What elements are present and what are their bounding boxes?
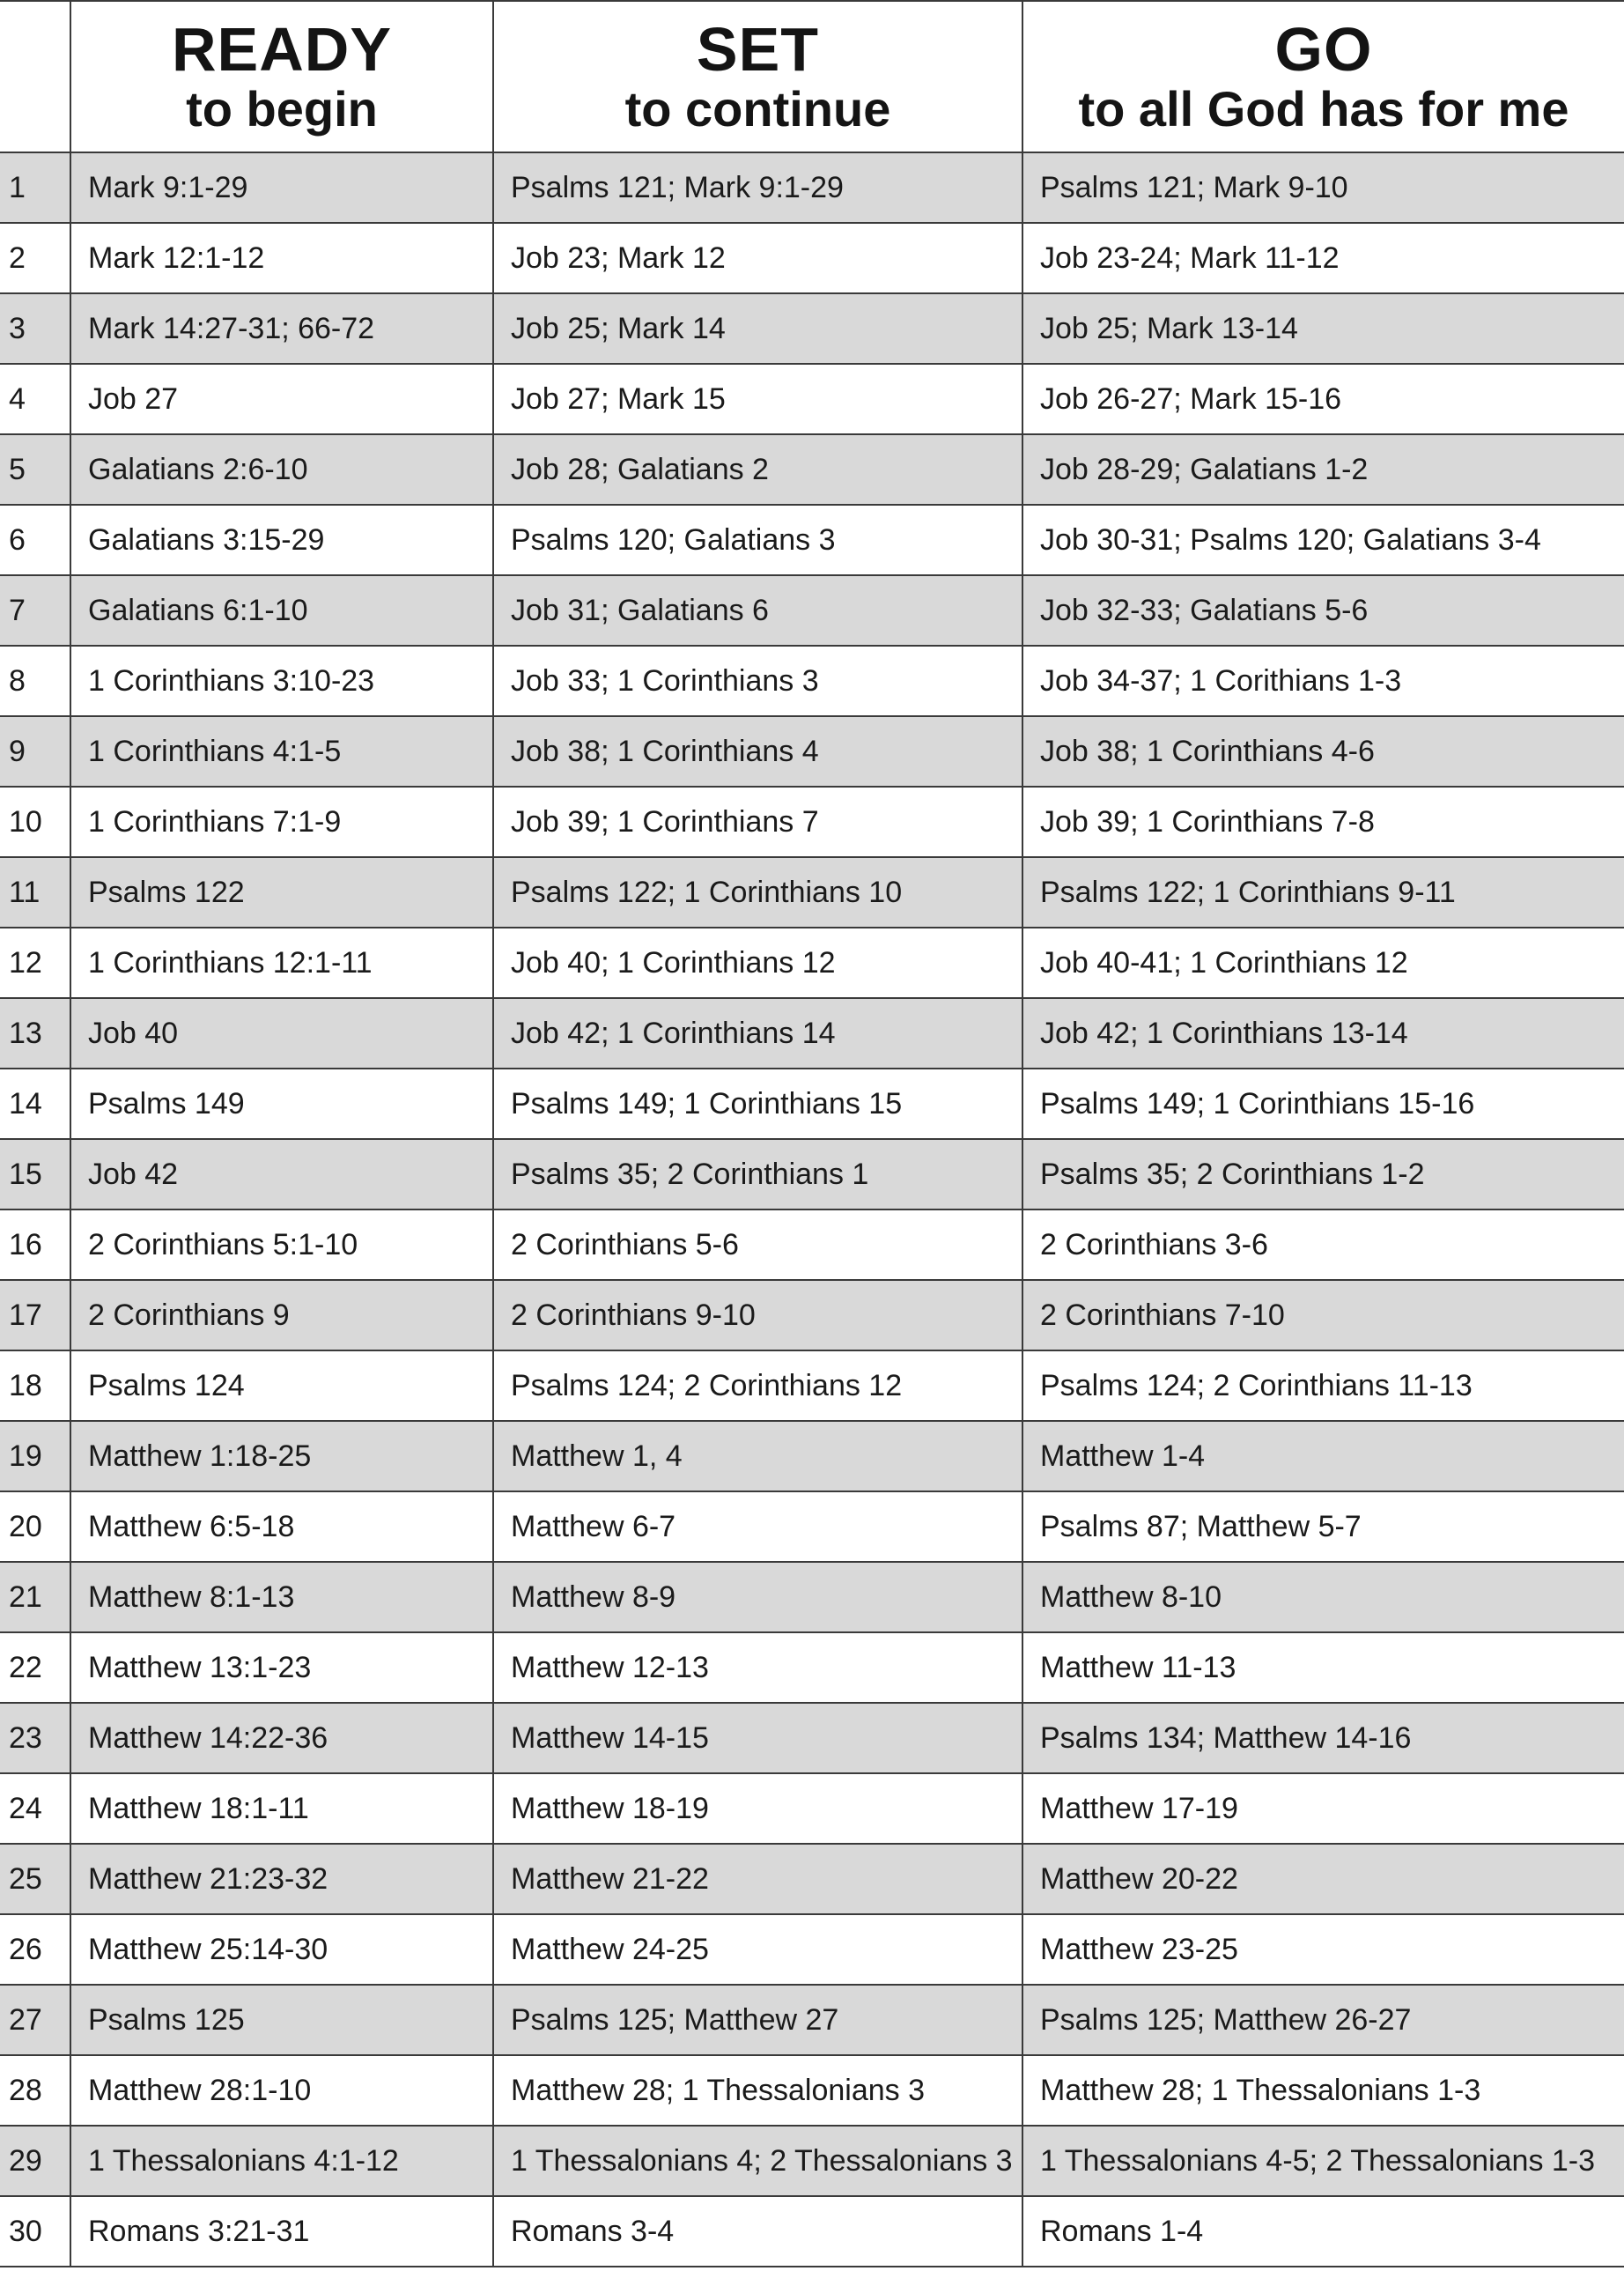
table-row [0,998,1624,1069]
ready-reading: Psalms 122 [70,857,493,928]
table-row [0,928,1624,998]
set-reading: Psalms 122; 1 Corinthians 10 [493,857,1022,928]
table-row [0,646,1624,716]
header-set [493,1,1022,152]
go-reading: 2 Corinthians 7-10 [1022,1280,1624,1350]
table-row [0,1350,1624,1421]
ready-reading: Job 27 [70,364,493,434]
go-reading: Job 32-33; Galatians 5-6 [1022,575,1624,646]
go-reading: Matthew 23-25 [1022,1914,1624,1985]
header-day [0,1,70,152]
day-cell: 5 [0,434,70,505]
day-cell: 7 [0,575,70,646]
ready-reading: Matthew 21:23-32 [70,1844,493,1914]
go-reading: 1 Thessalonians 4-5; 2 Thessalonians 1-3 [1022,2126,1624,2196]
set-reading: Matthew 1, 4 [493,1421,1022,1491]
ready-reading: Galatians 6:1-10 [70,575,493,646]
ready-reading: Matthew 8:1-13 [70,1562,493,1632]
day-cell: 28 [0,2055,70,2126]
table-row [0,2126,1624,2196]
ready-reading: Psalms 124 [70,1350,493,1421]
table-row [0,1421,1624,1491]
set-reading: 1 Thessalonians 4; 2 Thessalonians 3 [493,2126,1022,2196]
table-row [0,1069,1624,1139]
day-cell: 8 [0,646,70,716]
set-reading: Matthew 8-9 [493,1562,1022,1632]
ready-reading: Mark 12:1-12 [70,223,493,293]
go-reading: Psalms 87; Matthew 5-7 [1022,1491,1624,1562]
go-reading: Matthew 28; 1 Thessalonians 1-3 [1022,2055,1624,2126]
ready-reading: Romans 3:21-31 [70,2196,493,2267]
go-reading: Psalms 122; 1 Corinthians 9-11 [1022,857,1624,928]
header-ready-subtitle: to begin [186,81,378,137]
ready-reading: 1 Corinthians 3:10-23 [70,646,493,716]
table-row [0,1985,1624,2055]
ready-reading: 1 Corinthians 7:1-9 [70,787,493,857]
set-reading: Matthew 18-19 [493,1773,1022,1844]
ready-reading: Matthew 25:14-30 [70,1914,493,1985]
go-reading: Psalms 125; Matthew 26-27 [1022,1985,1624,2055]
day-cell: 3 [0,293,70,364]
ready-reading: Matthew 18:1-11 [70,1773,493,1844]
table-row [0,575,1624,646]
day-cell: 1 [0,152,70,223]
set-reading: Psalms 120; Galatians 3 [493,505,1022,575]
go-reading: Job 26-27; Mark 15-16 [1022,364,1624,434]
ready-reading: Matthew 13:1-23 [70,1632,493,1703]
set-reading: Psalms 125; Matthew 27 [493,1985,1022,2055]
day-cell: 4 [0,364,70,434]
go-reading: Job 28-29; Galatians 1-2 [1022,434,1624,505]
go-reading: Psalms 121; Mark 9-10 [1022,152,1624,223]
table-row [0,1632,1624,1703]
table-row [0,2055,1624,2126]
set-reading: Psalms 35; 2 Corinthians 1 [493,1139,1022,1209]
day-cell: 19 [0,1421,70,1491]
set-reading: Job 42; 1 Corinthians 14 [493,998,1022,1069]
go-reading: Matthew 20-22 [1022,1844,1624,1914]
day-cell: 25 [0,1844,70,1914]
set-reading: Job 39; 1 Corinthians 7 [493,787,1022,857]
set-reading: Romans 3-4 [493,2196,1022,2267]
set-reading: Matthew 12-13 [493,1632,1022,1703]
go-reading: Psalms 134; Matthew 14-16 [1022,1703,1624,1773]
day-cell: 23 [0,1703,70,1773]
ready-reading: Job 40 [70,998,493,1069]
set-reading: Job 38; 1 Corinthians 4 [493,716,1022,787]
table-body [0,152,1624,2267]
set-reading: 2 Corinthians 9-10 [493,1280,1022,1350]
day-cell: 12 [0,928,70,998]
go-reading: Matthew 11-13 [1022,1632,1624,1703]
day-cell: 22 [0,1632,70,1703]
ready-reading: Matthew 28:1-10 [70,2055,493,2126]
ready-reading: Job 42 [70,1139,493,1209]
day-cell: 16 [0,1209,70,1280]
ready-reading: Psalms 125 [70,1985,493,2055]
set-reading: Job 28; Galatians 2 [493,434,1022,505]
go-reading: 2 Corinthians 3-6 [1022,1209,1624,1280]
table-row [0,1703,1624,1773]
set-reading: Matthew 21-22 [493,1844,1022,1914]
ready-reading: Mark 14:27-31; 66-72 [70,293,493,364]
header-row [0,1,1624,152]
ready-reading: Matthew 14:22-36 [70,1703,493,1773]
day-cell: 26 [0,1914,70,1985]
table-row [0,1562,1624,1632]
table-row [0,293,1624,364]
set-reading: Matthew 28; 1 Thessalonians 3 [493,2055,1022,2126]
ready-reading: Psalms 149 [70,1069,493,1139]
set-reading: Psalms 124; 2 Corinthians 12 [493,1350,1022,1421]
ready-reading: Galatians 3:15-29 [70,505,493,575]
ready-reading: 2 Corinthians 9 [70,1280,493,1350]
header-set-title: SET [696,15,820,84]
table-row [0,1914,1624,1985]
table-row [0,505,1624,575]
table-row [0,434,1624,505]
day-cell: 24 [0,1773,70,1844]
set-reading: Job 31; Galatians 6 [493,575,1022,646]
go-reading: Job 23-24; Mark 11-12 [1022,223,1624,293]
table-row [0,787,1624,857]
ready-reading: Matthew 1:18-25 [70,1421,493,1491]
set-reading: Psalms 121; Mark 9:1-29 [493,152,1022,223]
set-reading: Psalms 149; 1 Corinthians 15 [493,1069,1022,1139]
day-cell: 18 [0,1350,70,1421]
table-row [0,2196,1624,2267]
set-reading: Matthew 14-15 [493,1703,1022,1773]
set-reading: 2 Corinthians 5-6 [493,1209,1022,1280]
header-ready [70,1,493,152]
ready-reading: 2 Corinthians 5:1-10 [70,1209,493,1280]
table-row [0,1139,1624,1209]
day-cell: 9 [0,716,70,787]
header-go-subtitle: to all God has for me [1078,81,1569,137]
go-reading: Matthew 8-10 [1022,1562,1624,1632]
day-cell: 30 [0,2196,70,2267]
go-reading: Job 40-41; 1 Corinthians 12 [1022,928,1624,998]
go-reading: Job 42; 1 Corinthians 13-14 [1022,998,1624,1069]
set-reading: Job 27; Mark 15 [493,364,1022,434]
header-ready-title: READY [171,15,393,84]
go-reading: Psalms 149; 1 Corinthians 15-16 [1022,1069,1624,1139]
ready-reading: 1 Corinthians 4:1-5 [70,716,493,787]
day-cell: 6 [0,505,70,575]
go-reading: Psalms 124; 2 Corinthians 11-13 [1022,1350,1624,1421]
go-reading: Job 38; 1 Corinthians 4-6 [1022,716,1624,787]
table-row [0,1280,1624,1350]
day-cell: 2 [0,223,70,293]
day-cell: 21 [0,1562,70,1632]
go-reading: Job 25; Mark 13-14 [1022,293,1624,364]
header-go-title: GO [1274,15,1373,84]
table-row [0,716,1624,787]
table-row [0,1773,1624,1844]
day-cell: 20 [0,1491,70,1562]
table-row [0,1491,1624,1562]
day-cell: 13 [0,998,70,1069]
day-cell: 14 [0,1069,70,1139]
day-cell: 17 [0,1280,70,1350]
set-reading: Job 23; Mark 12 [493,223,1022,293]
go-reading: Job 30-31; Psalms 120; Galatians 3-4 [1022,505,1624,575]
day-cell: 27 [0,1985,70,2055]
ready-reading: Matthew 6:5-18 [70,1491,493,1562]
ready-reading: 1 Thessalonians 4:1-12 [70,2126,493,2196]
go-reading: Romans 1-4 [1022,2196,1624,2267]
ready-reading: Mark 9:1-29 [70,152,493,223]
go-reading: Psalms 35; 2 Corinthians 1-2 [1022,1139,1624,1209]
set-reading: Matthew 24-25 [493,1914,1022,1985]
header-go [1022,1,1624,152]
day-cell: 15 [0,1139,70,1209]
header-set-subtitle: to continue [624,81,891,137]
ready-reading: 1 Corinthians 12:1-11 [70,928,493,998]
table-row [0,152,1624,223]
day-cell: 10 [0,787,70,857]
table-row [0,364,1624,434]
go-reading: Matthew 1-4 [1022,1421,1624,1491]
set-reading: Matthew 6-7 [493,1491,1022,1562]
go-reading: Job 34-37; 1 Corithians 1-3 [1022,646,1624,716]
table-row [0,857,1624,928]
set-reading: Job 25; Mark 14 [493,293,1022,364]
day-cell: 29 [0,2126,70,2196]
set-reading: Job 40; 1 Corinthians 12 [493,928,1022,998]
set-reading: Job 33; 1 Corinthians 3 [493,646,1022,716]
table-row [0,1209,1624,1280]
go-reading: Matthew 17-19 [1022,1773,1624,1844]
table-row [0,1844,1624,1914]
ready-reading: Galatians 2:6-10 [70,434,493,505]
table-row [0,223,1624,293]
go-reading: Job 39; 1 Corinthians 7-8 [1022,787,1624,857]
table-header [0,1,1624,152]
day-cell: 11 [0,857,70,928]
